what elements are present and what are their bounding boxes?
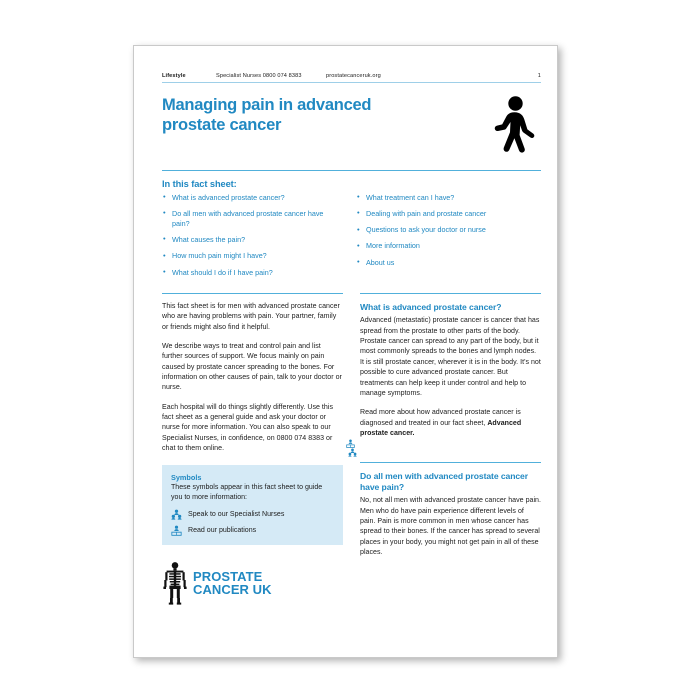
- contents-column-left: [162, 193, 338, 284]
- reference-title: Advanced prostate cancer.: [360, 419, 522, 437]
- contents-link[interactable]: • What treatment can I have?: [356, 193, 532, 203]
- logo-line-2: CANCER UK: [193, 582, 272, 598]
- page-content: [162, 73, 541, 643]
- specialist-nurses-icon: [348, 448, 357, 457]
- brand-logo: [162, 561, 343, 605]
- left-column: [162, 293, 343, 606]
- intro-paragraph: This fact sheet is for men with advanced prostate cancer who are having problems with pain. Your partner, family or friends might also find it helpful.: [162, 302, 340, 331]
- symbols-key-item: [171, 509, 334, 520]
- title-divider: [162, 170, 541, 171]
- right-column-divider: [360, 293, 541, 294]
- contents-column-right: [356, 193, 532, 284]
- header-section-label: Lifestyle: [162, 73, 186, 79]
- section-paragraph: Advanced (metastatic) prostate cancer is cancer that has spread from the prostate to other parts of the body. Prostate cancer can spread to any part of the body, but it most commonly spreads to the bones and lymph nodes. It is still prostate cancer, wherever it is in the body. It's not possible to cure advanced prostate cancer. But treatments can help keep it under control and help to manage symptoms.: [360, 317, 541, 397]
- publications-icon: [171, 525, 182, 536]
- section-heading: Do all men with advanced prostate cancer have pain?: [360, 471, 529, 492]
- symbols-key-label: Read our publications: [188, 527, 257, 535]
- section-reference: [360, 408, 541, 439]
- contents-link[interactable]: • Do all men with advanced prostate cancer have pain?: [162, 209, 338, 229]
- header-website: prostatecanceruk.org: [326, 73, 381, 79]
- contents-link[interactable]: • What causes the pain?: [162, 235, 338, 245]
- symbols-key-item: [171, 525, 334, 536]
- document-page: [133, 45, 558, 658]
- contents-link[interactable]: • What should I do if I have pain?: [162, 268, 338, 278]
- header-page-number: 1: [537, 73, 541, 79]
- contents-heading: In this fact sheet:: [162, 178, 237, 189]
- specialist-nurses-icon: [171, 509, 182, 520]
- skeleton-man-icon: [162, 561, 188, 605]
- symbols-key-label: Speak to our Specialist Nurses: [188, 511, 285, 519]
- contents-link[interactable]: • Dealing with pain and prostate cancer: [356, 209, 532, 219]
- contents-link[interactable]: • More information: [356, 241, 532, 251]
- intro-paragraph: Each hospital will do things slightly differently. Use this fact sheet as a general guide and ask your doctor or nurse for more information. You can also speak to our Specialist Nurses, in confidence, on 0800 074 8383 or chat to them online.: [162, 403, 334, 452]
- contents-link[interactable]: • About us: [356, 258, 532, 268]
- logo-line-1: PROSTATE: [193, 569, 263, 585]
- title-row: [162, 83, 541, 157]
- section-spacer: [360, 448, 541, 462]
- section-heading: What is advanced prostate cancer?: [360, 301, 502, 312]
- publications-icon: [346, 439, 355, 448]
- body-columns: [162, 293, 541, 606]
- contents-link[interactable]: • What is advanced prostate cancer?: [162, 193, 338, 203]
- header-nurses-line: Specialist Nurses 0800 074 8383: [216, 73, 302, 79]
- contents-list: [162, 193, 541, 284]
- running-header: [162, 73, 541, 83]
- logo-wordmark: [193, 570, 272, 596]
- symbols-intro: These symbols appear in this fact sheet to guide you to more information:: [171, 484, 323, 502]
- reference-lead: Read more about how advanced prostate cancer is diagnosed and treated in our fact sheet,: [360, 409, 521, 427]
- symbols-heading: Symbols: [171, 473, 202, 483]
- symbols-key-box: [162, 465, 343, 545]
- section-divider: [360, 462, 541, 463]
- intro-paragraph: We describe ways to treat and control pain and list further sources of support. We focus mainly on pain caused by prostate cancer spreading to the bones. For information on other causes of pain, talk to your doctor or nurse.: [162, 342, 342, 392]
- walking-person-icon: [493, 95, 535, 157]
- contents-link[interactable]: • Questions to ask your doctor or nurse: [356, 225, 532, 235]
- contents-link[interactable]: • How much pain might I have?: [162, 251, 338, 261]
- left-column-divider: [162, 293, 343, 294]
- section-paragraph: No, not all men with advanced prostate cancer have pain. Men who do have pain experience different levels of pain. Pain is more common in men whose cancer has spread to their bones. If the cancer has spread to several places in your body, you might not get pain in all of these places.: [360, 497, 541, 557]
- page-title: Managing pain in advanced prostate cancer: [162, 95, 372, 134]
- right-column: [360, 293, 541, 606]
